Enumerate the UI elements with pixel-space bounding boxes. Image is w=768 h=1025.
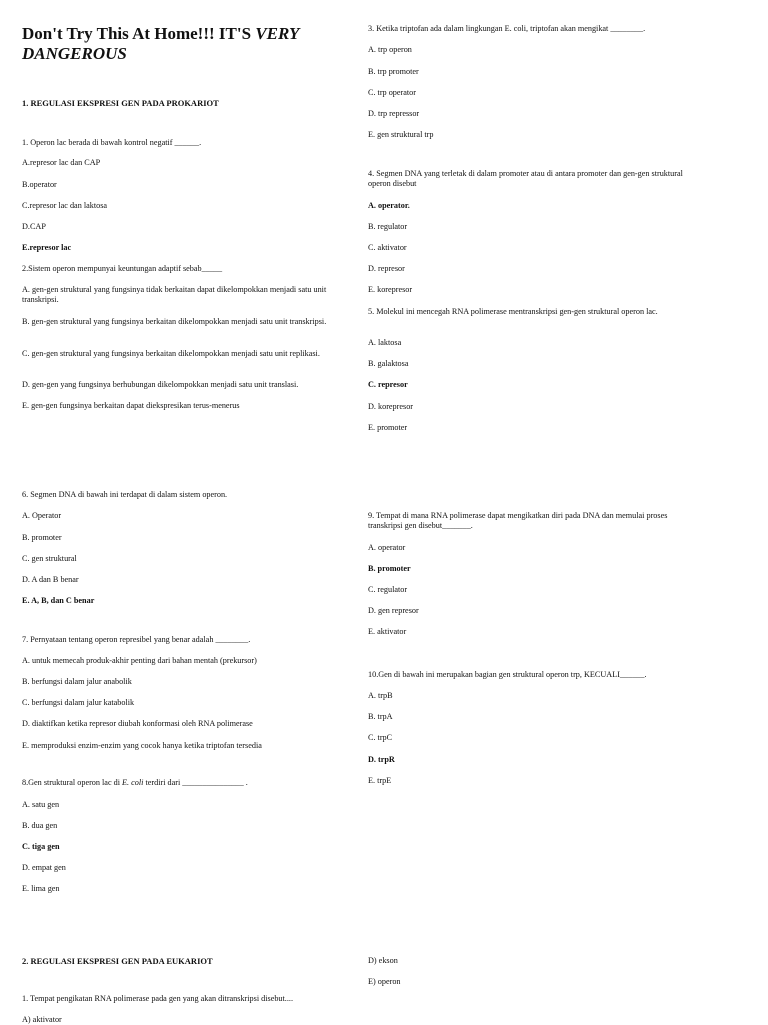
q8-text-b: terdiri dari _______________ . [143,778,248,787]
q6-option-d: D. A dan B benar [22,575,79,584]
q1-option-b: B.operator [22,180,57,189]
q5-option-e: E. promoter [368,423,408,432]
q7-option-a: A. untuk memecah produk-akhir penting dari bahan mentah (prekursor) [22,656,257,665]
q6-option-c: C. gen struktural [22,554,77,563]
question-5: 5. Molekul ini mencegah RNA polimerase mentranskripsi gen-gen struktural operon lac. [368,307,658,316]
q8-option-e: E. lima gen [22,884,60,893]
question-10: 10.Gen di bawah ini merupakan bagian gen struktural operon trp, KECUALI______. [368,670,647,679]
eukariot-option-e: E) operon [368,977,401,986]
q6-option-b: B. promoter [22,533,62,542]
q3-option-e: E. gen struktural trp [368,130,434,139]
eukariot-q1-option-a: A) aktivator [22,1015,62,1024]
q4-option-c: C. aktivator [368,243,407,252]
q2-option-b: B. gen-gen struktural yang fungsinya berkaitan dikelompokkan menjadi satu unit transkripsi. [22,317,327,326]
question-6: 6. Segmen DNA di bawah ini terdapat di dalam sistem operon. [22,490,228,499]
section-heading-eukariot: 2. REGULASI EKSPRESI GEN PADA EUKARIOT [22,956,213,966]
q9-option-a: A. operator [368,543,406,552]
question-9: 9. Tempat di mana RNA polimerase dapat mengikatkan diri pada DNA dan memulai proses transkripsi gen disebut_______. [368,511,668,530]
question-2: 2.Sistem operon mempunyai keuntungan adaptif sebab_____ [22,264,223,273]
q8-option-a: A. satu gen [22,800,60,809]
q2-option-c: C. gen-gen struktural yang fungsinya berkaitan dikelompokkan menjadi satu unit replikasi. [22,349,320,358]
section-heading-prokariot: 1. REGULASI EKSPRESI GEN PADA PROKARIOT [22,98,219,108]
question-1: 1. Operon lac berada di bawah kontrol negatif ______. [22,138,202,147]
q9-option-c: C. regulator [368,585,408,594]
q1-option-d: D.CAP [22,222,46,231]
q2-option-d: D. gen-gen yang fungsinya berhubungan dikelompokkan menjadi satu unit translasi. [22,380,299,389]
q7-option-b: B. berfungsi dalam jalur anabolik [22,677,132,686]
question-3: 3. Ketika triptofan ada dalam lingkungan E. coli, triptofan akan mengikat ________. [368,24,646,33]
q5-option-b: B. galaktosa [368,359,409,368]
q8-text-a: 8.Gen struktural operon lac di [22,778,123,787]
document-title [22,24,342,64]
question-8 [22,778,248,788]
q1-option-c: C.represor lac dan laktosa [22,201,108,210]
q4-option-d: D. represor [368,264,405,273]
q10-option-b: B. trpA [368,712,393,721]
q9-option-e: E. aktivator [368,627,407,636]
question-4: 4. Segmen DNA yang terletak di dalam promoter atau di antara promoter dan gen-gen struktural operon disebut [368,169,683,188]
q4-option-a-answer: A. operator. [368,201,410,210]
q1-option-a: A.represor lac dan CAP [22,158,101,167]
q3-option-d: D. trp repressor [368,109,420,118]
q7-option-c: C. berfungsi dalam jalur katabolik [22,698,135,707]
q3-option-a: A. trp operon [368,45,412,54]
q8-text-italic: E. coli [122,778,144,787]
q2-option-a: A. gen-gen struktural yang fungsinya tidak berkaitan dapat dikelompokkan menjadi satu unit transkripsi. [22,285,327,304]
q5-option-c-answer: C. represor [368,380,408,389]
q9-option-d: D. gen represor [368,606,419,615]
eukariot-question-1: 1. Tempat pengikatan RNA polimerase pada gen yang akan ditranskripsi disebut.... [22,994,293,1003]
q10-option-a: A. trpB [368,691,393,700]
q9-option-b-answer: B. promoter [368,564,411,573]
q1-option-e-answer: E.represor lac [22,243,72,252]
q10-option-e: E. trpE [368,776,392,785]
eukariot-option-d: D) ekson [368,956,398,965]
question-7: 7. Pernyataan tentang operon represibel yang benar adalah ________. [22,635,251,644]
q4-option-e: E. korepresor [368,285,413,294]
q10-option-c: C. trpC [368,733,393,742]
q7-option-d: D. diaktifkan ketika represor diubah konformasi oleh RNA polimerase [22,719,253,728]
q3-option-b: B. trp promoter [368,67,419,76]
q10-option-d-answer: D. trpR [368,755,395,764]
q5-option-a: A. laktosa [368,338,402,347]
q7-option-e: E. memproduksi enzim-enzim yang cocok hanya ketika triptofan tersedia [22,741,262,750]
q2-option-e: E. gen-gen fungsinya berkaitan dapat diekspresikan terus-menerus [22,401,240,410]
q4-option-b: B. regulator [368,222,408,231]
title-italic: VERY DANGEROUS [22,24,299,63]
q8-option-c-answer: C. tiga gen [22,842,60,851]
q8-option-d: D. empat gen [22,863,66,872]
title-text: Don't Try This At Home!!! IT'S [22,24,256,43]
q6-option-a: A. Operator [22,511,62,520]
q8-option-b: B. dua gen [22,821,58,830]
q5-option-d: D. korepresor [368,402,414,411]
q3-option-c: C. trp operator [368,88,416,97]
q6-option-e-answer: E. A, B, dan C benar [22,596,95,605]
